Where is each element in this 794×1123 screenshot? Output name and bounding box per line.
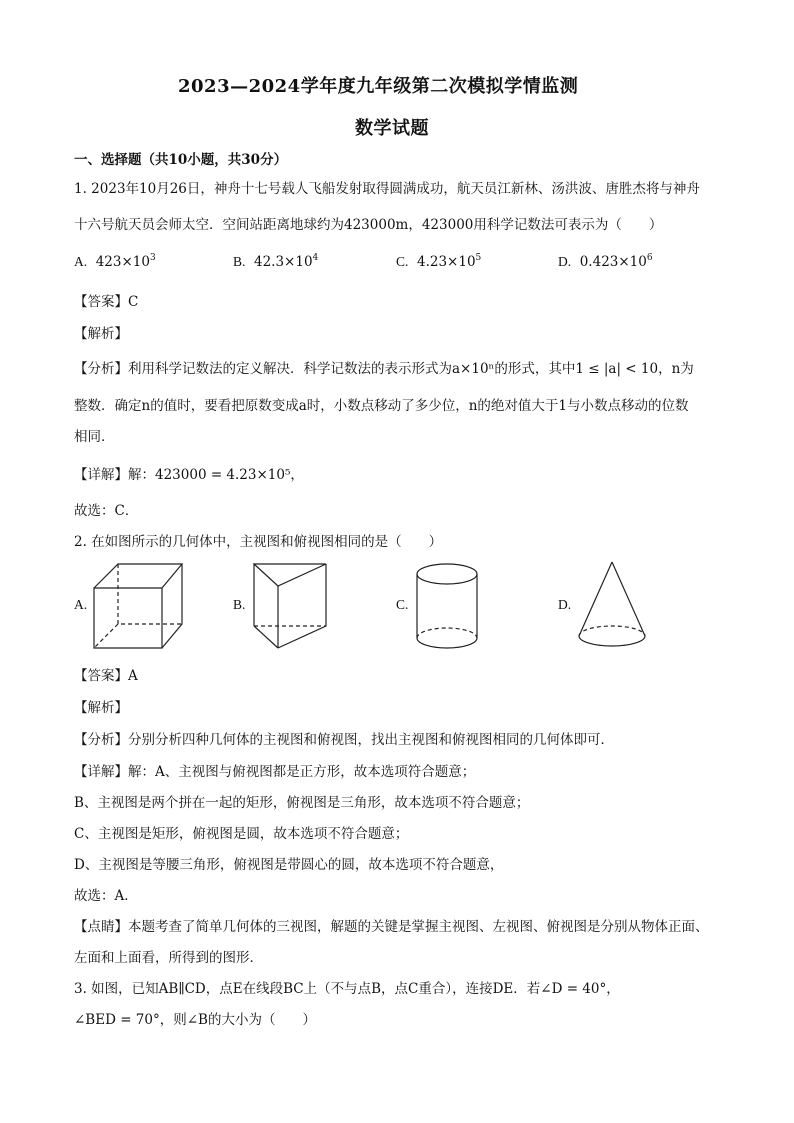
q2-answer: 【答案】A xyxy=(74,668,138,684)
q2-dianjing-line2: 左面和上面看，所得到的图形． xyxy=(74,950,263,966)
q2-detail-a: 【详解】解：A、主视图与俯视图都是正方形，故本选项符合题意； xyxy=(74,764,476,780)
q2-option-b-label: B. xyxy=(233,597,246,612)
q1-option-b: B. $42.3\times 10^4$ xyxy=(233,253,319,270)
q2-fenxi: 【分析】分别分析四种几何体的主视图和俯视图，找出主视图和俯视图相同的几何体即可． xyxy=(74,732,614,748)
prism-figure xyxy=(250,560,330,652)
cube-figure xyxy=(90,560,186,652)
page-title: 2023—2024学年度九年级第二次模拟学情监测 xyxy=(178,76,579,97)
q3-stem-line2: ∠BED = 70°，则∠B的大小为（ ） xyxy=(74,1012,316,1028)
q1-stem-line2: 十六号航天员会师太空．空间站距离地球约为423000m，423000用科学记数法可表示为（ ） xyxy=(74,217,663,233)
q2-detail-b: B、主视图是两个拼在一起的矩形，俯视图是三角形，故本选项不符合题意； xyxy=(74,795,530,811)
page-subtitle: 数学试题 xyxy=(355,118,429,139)
q2-detail-d: D、主视图是等腰三角形，俯视图是带圆心的圆，故本选项不符合题意， xyxy=(74,857,504,873)
q1-option-a: A. $423\times 10^3$ xyxy=(74,253,156,270)
q2-stem: 2. 在如图所示的几何体中，主视图和俯视图相同的是（ ） xyxy=(74,534,443,550)
q2-analysis-heading: 【解析】 xyxy=(74,700,128,716)
q2-option-c-label: C. xyxy=(396,597,409,612)
q1-analysis-heading: 【解析】 xyxy=(74,326,128,342)
q1-answer: 【答案】C xyxy=(74,294,139,310)
q1-fenxi-line1: 【分析】利用科学记数法的定义解决．科学记数法的表示形式为a×10ⁿ的形式，其中1 ≤ |a| < 10，n为 xyxy=(74,361,694,377)
q1-stem-line1: 1. 2023年10月26日，神舟十七号载人飞船发射取得圆满成功，航天员江新林、汤洪波、唐胜杰将与神舟 xyxy=(74,181,700,197)
section-heading: 一、选择题（共10小题，共30分） xyxy=(74,152,288,168)
q3-stem-line1: 3. 如图，已知AB∥CD，点E在线段BC上（不与点B，点C重合），连接DE．若∠D = 40°， xyxy=(74,981,620,997)
q2-detail-c: C、主视图是矩形，俯视图是圆，故本选项不符合题意； xyxy=(74,826,409,842)
q2-dianjing-line1: 【点睛】本题考查了简单几何体的三视图，解题的关键是掌握主视图、左视图、俯视图是分别从物体正面、 xyxy=(74,919,709,935)
q1-choose: 故选：C． xyxy=(74,503,139,519)
q1-option-d: D. $0.423\times 10^6$ xyxy=(558,253,653,270)
q2-option-a-label: A. xyxy=(74,597,88,612)
q2-option-d-label: D. xyxy=(558,597,572,612)
q1-fenxi-line2: 整数．确定n的值时，要看把原数变成a时，小数点移动了多少位，n的绝对值大于1与小数点移动的位数 xyxy=(74,398,689,414)
cone-figure xyxy=(574,558,650,654)
q1-detail: 【详解】解：423000 = 4.23×10⁵， xyxy=(74,467,304,483)
q1-fenxi-line3: 相同． xyxy=(74,429,115,445)
q1-option-c: C. $4.23\times 10^5$ xyxy=(396,253,482,270)
cylinder-figure xyxy=(412,560,482,654)
q2-choose: 故选：A． xyxy=(74,888,138,904)
